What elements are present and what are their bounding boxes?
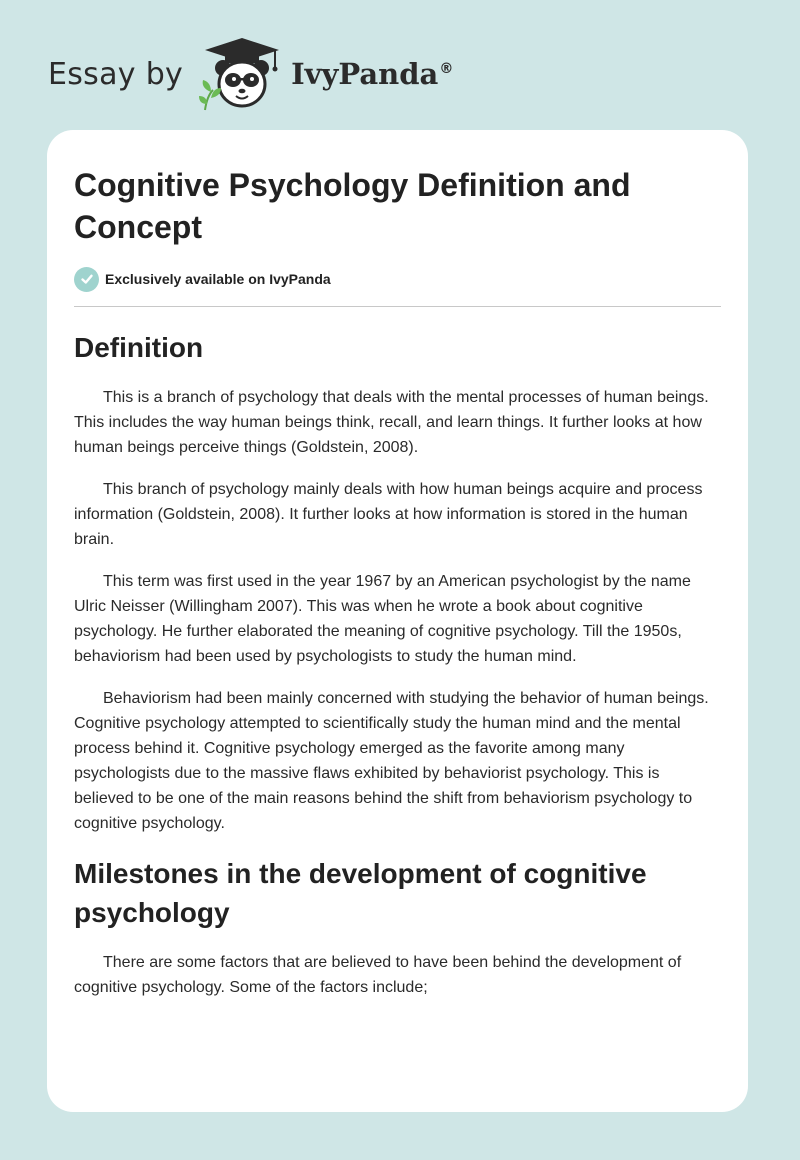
check-circle-icon: [74, 267, 99, 292]
site-brand[interactable]: [48, 34, 453, 114]
paragraph: This is a branch of psychology that deals with the mental processes of human beings. This includes the way human beings think, recall, and learn things. It further looks at how human beings perceive things (Goldstein, 2008).: [74, 389, 709, 456]
badge-label: Exclusively available on IvyPanda: [105, 271, 331, 287]
paragraph: There are some factors that are believed to have been behind the development of cognitive psychology. Some of the factors include;: [74, 954, 682, 996]
brand-prefix: Essay by: [48, 56, 184, 92]
registered-mark: ®: [439, 61, 454, 78]
section-heading-milestones: Milestones in the development of cognitive psychology: [74, 858, 647, 928]
essay-card: [47, 130, 748, 1112]
page-title: Cognitive Psychology Definition and Concept: [74, 167, 631, 245]
section-heading-definition: Definition: [74, 332, 204, 363]
panda-graduate-logo-icon: [199, 36, 285, 112]
divider: [74, 306, 721, 307]
paragraph: Behaviorism had been mainly concerned with studying the behavior of human beings. Cognitive psychology attempted to scientifically study the human mind and the mental process behind it. Cognitive psychology emerged as the favorite among many psychologists due to the massive flaws exhibited by behaviorist psychology. This is believed to be one of the main reasons behind the shift from behaviorism psychology to cognitive psychology.: [74, 690, 709, 832]
paragraph: This term was first used in the year 1967 by an American psychologist by the name Ulric Neisser (Willingham 2007). This was when he wrote a book about cognitive psychology. He further elaborated the meaning of cognitive psychology. Till the 1950s, behaviorism had been used by psychologists to study the human mind.: [74, 573, 691, 665]
brand-name: IvyPanda®: [291, 57, 454, 91]
exclusive-badge: [74, 266, 721, 292]
paragraph: This branch of psychology mainly deals with how human beings acquire and process information (Goldstein, 2008). It further looks at how information is stored in the human brain.: [74, 481, 703, 548]
